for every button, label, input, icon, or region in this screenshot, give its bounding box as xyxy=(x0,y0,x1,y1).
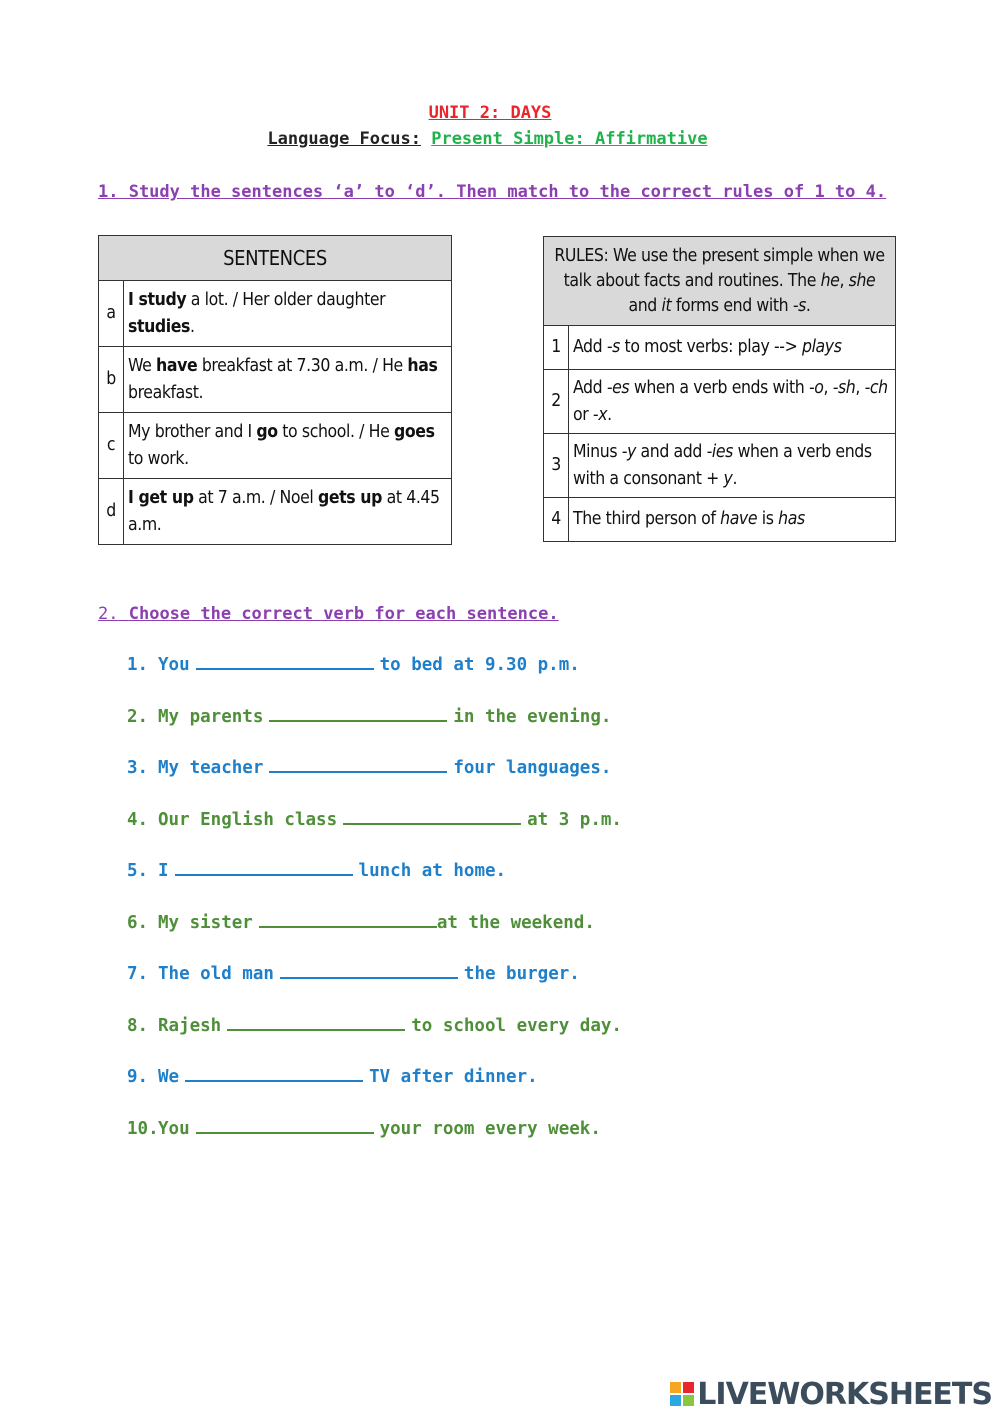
answer-blank[interactable] xyxy=(227,1012,405,1031)
question-before: The old man xyxy=(158,964,274,984)
rule-number: 3 xyxy=(544,434,569,498)
question-number: 3. xyxy=(127,758,149,778)
sentence-text: My brother and I go to school. / He goes to work. xyxy=(124,413,452,479)
question-after: in the evening. xyxy=(453,706,612,727)
answer-blank[interactable] xyxy=(175,857,353,876)
logo-mark-icon xyxy=(670,1382,694,1406)
rule-number: 2 xyxy=(544,370,569,434)
question-item xyxy=(127,960,622,1012)
sentences-header: SENTENCES xyxy=(99,236,452,281)
liveworksheets-logo xyxy=(670,1377,992,1411)
sentence-letter: d xyxy=(99,479,124,545)
question-item xyxy=(127,909,622,961)
question-before: I xyxy=(158,861,169,881)
language-focus-label: Language Focus: xyxy=(267,129,421,149)
question-before: Rajesh xyxy=(158,1015,222,1036)
exercise-2-text: Choose the correct verb for each sentence. xyxy=(128,604,559,624)
page-title: UNIT 2: DAYS xyxy=(428,103,552,123)
question-item xyxy=(127,1063,622,1115)
question-after: to school every day. xyxy=(411,1015,622,1036)
question-number: 4. xyxy=(127,809,149,830)
logo-square-4 xyxy=(683,1395,694,1406)
answer-blank[interactable] xyxy=(185,1063,363,1082)
logo-square-2 xyxy=(683,1382,694,1393)
sentence-text: We have breakfast at 7.30 a.m. / He has breakfast. xyxy=(124,347,452,413)
rules-table xyxy=(543,236,896,542)
question-number: 2. xyxy=(127,706,149,727)
question-list xyxy=(127,651,622,1166)
answer-blank[interactable] xyxy=(269,703,447,722)
question-after: lunch at home. xyxy=(358,861,507,881)
sentence-row xyxy=(99,413,452,479)
question-before: You xyxy=(158,1118,190,1139)
question-before: My sister xyxy=(158,912,253,933)
question-item xyxy=(127,857,622,909)
question-number: 7. xyxy=(127,964,149,984)
sentence-text: I get up at 7 a.m. / Noel gets up at 4.45 a.m. xyxy=(124,479,452,545)
answer-blank[interactable] xyxy=(343,806,521,825)
question-after: at 3 p.m. xyxy=(527,809,622,830)
question-before: Our English class xyxy=(158,809,338,830)
rule-row xyxy=(544,370,896,434)
sentence-row xyxy=(99,347,452,413)
rule-text: The third person of have is has xyxy=(569,498,896,542)
exercise-2-instruction xyxy=(98,604,559,624)
sentence-letter: c xyxy=(99,413,124,479)
answer-blank[interactable] xyxy=(269,754,447,773)
sentence-text: I study a lot. / Her older daughter studies. xyxy=(124,281,452,347)
rule-text: Add -es when a verb ends with -o, -sh, -ch or -x. xyxy=(569,370,896,434)
rule-row xyxy=(544,326,896,370)
question-item xyxy=(127,703,622,755)
question-after: to bed at 9.30 p.m. xyxy=(379,655,580,675)
sentence-letter: b xyxy=(99,347,124,413)
question-number: 1. xyxy=(127,655,149,675)
rule-row xyxy=(544,434,896,498)
logo-square-1 xyxy=(670,1382,681,1393)
logo-text: LIVEWORKSHEETS xyxy=(697,1376,992,1412)
question-number: 5. xyxy=(127,861,149,881)
question-item xyxy=(127,754,622,806)
rule-number: 4 xyxy=(544,498,569,542)
sentences-table xyxy=(98,235,452,545)
rule-text: Add -s to most verbs: play --> plays xyxy=(569,326,896,370)
answer-blank[interactable] xyxy=(196,1115,374,1134)
question-after: the burger. xyxy=(463,964,580,984)
answer-blank[interactable] xyxy=(259,909,437,928)
question-after: four languages. xyxy=(453,758,612,778)
question-after: your room every week. xyxy=(379,1118,601,1139)
logo-square-3 xyxy=(670,1395,681,1406)
rule-number: 1 xyxy=(544,326,569,370)
rules-header: RULES: We use the present simple when we talk about facts and routines. The he, she and it forms end with -s. xyxy=(544,237,896,326)
sentence-row xyxy=(99,479,452,545)
question-after: TV after dinner. xyxy=(369,1067,538,1087)
question-number: 6. xyxy=(127,912,149,933)
question-item xyxy=(127,1115,622,1167)
rule-text: Minus -y and add -ies when a verb ends with a consonant + y. xyxy=(569,434,896,498)
answer-blank[interactable] xyxy=(196,651,374,670)
question-after: at the weekend. xyxy=(436,912,595,933)
question-item xyxy=(127,806,622,858)
question-before: We xyxy=(158,1067,180,1087)
rule-row xyxy=(544,498,896,542)
sentence-letter: a xyxy=(99,281,124,347)
question-before: My teacher xyxy=(158,758,264,778)
language-focus-value: Present Simple: Affirmative xyxy=(431,129,708,149)
question-before: My parents xyxy=(158,706,264,727)
language-focus xyxy=(0,129,975,149)
answer-blank[interactable] xyxy=(280,960,458,979)
exercise-1-instruction: 1. Study the sentences ‘a’ to ‘d’. Then match to the correct rules of 1 to 4. xyxy=(98,182,887,202)
question-number: 9. xyxy=(127,1067,149,1087)
question-number: 8. xyxy=(127,1015,149,1036)
exercise-2-number: 2. xyxy=(98,604,119,624)
question-number: 10. xyxy=(127,1118,159,1139)
question-before: You xyxy=(158,655,190,675)
question-item xyxy=(127,651,622,703)
sentence-row xyxy=(99,281,452,347)
question-item xyxy=(127,1012,622,1064)
